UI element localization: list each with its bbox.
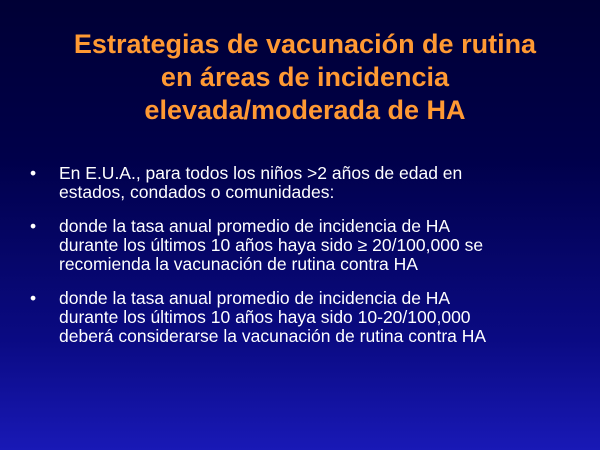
bullet-dot-icon: • (30, 288, 37, 308)
bullet-item-2-line-1: donde la tasa anual promedio de incidencia de HA (59, 216, 451, 236)
bullet-item-2 (0, 217, 600, 274)
bullet-dot-icon: • (30, 163, 37, 183)
bullet-item-3-line-1: donde la tasa anual promedio de incidencia de HA (59, 288, 451, 308)
slide-title (20, 28, 590, 127)
bullet-item-2-line-3: recomienda la vacunación de rutina contra HA (59, 254, 418, 274)
slide-title-line-3: elevada/moderada de HA (144, 95, 466, 125)
bullet-list (0, 164, 600, 361)
bullet-item-1-line-1: En E.U.A., para todos los niños >2 años de edad en (59, 163, 463, 183)
bullet-item-2-line-2: durante los últimos 10 años haya sido ≥ 20/100,000 se (59, 235, 484, 255)
bullet-item-3-line-3: deberá considerarse la vacunación de rutina contra HA (59, 326, 487, 346)
slide-title-line-2: en áreas de incidencia (160, 62, 450, 92)
bullet-dot-icon: • (30, 216, 37, 236)
bullet-item-3-line-2: durante los últimos 10 años haya sido 10-20/100,000 (59, 307, 471, 327)
bullet-item-1-line-2: estados, condados o comunidades: (59, 182, 335, 202)
slide-title-line-1: Estrategias de vacunación de rutina (73, 29, 537, 59)
bullet-item-1 (0, 164, 600, 202)
bullet-item-3 (0, 289, 600, 346)
